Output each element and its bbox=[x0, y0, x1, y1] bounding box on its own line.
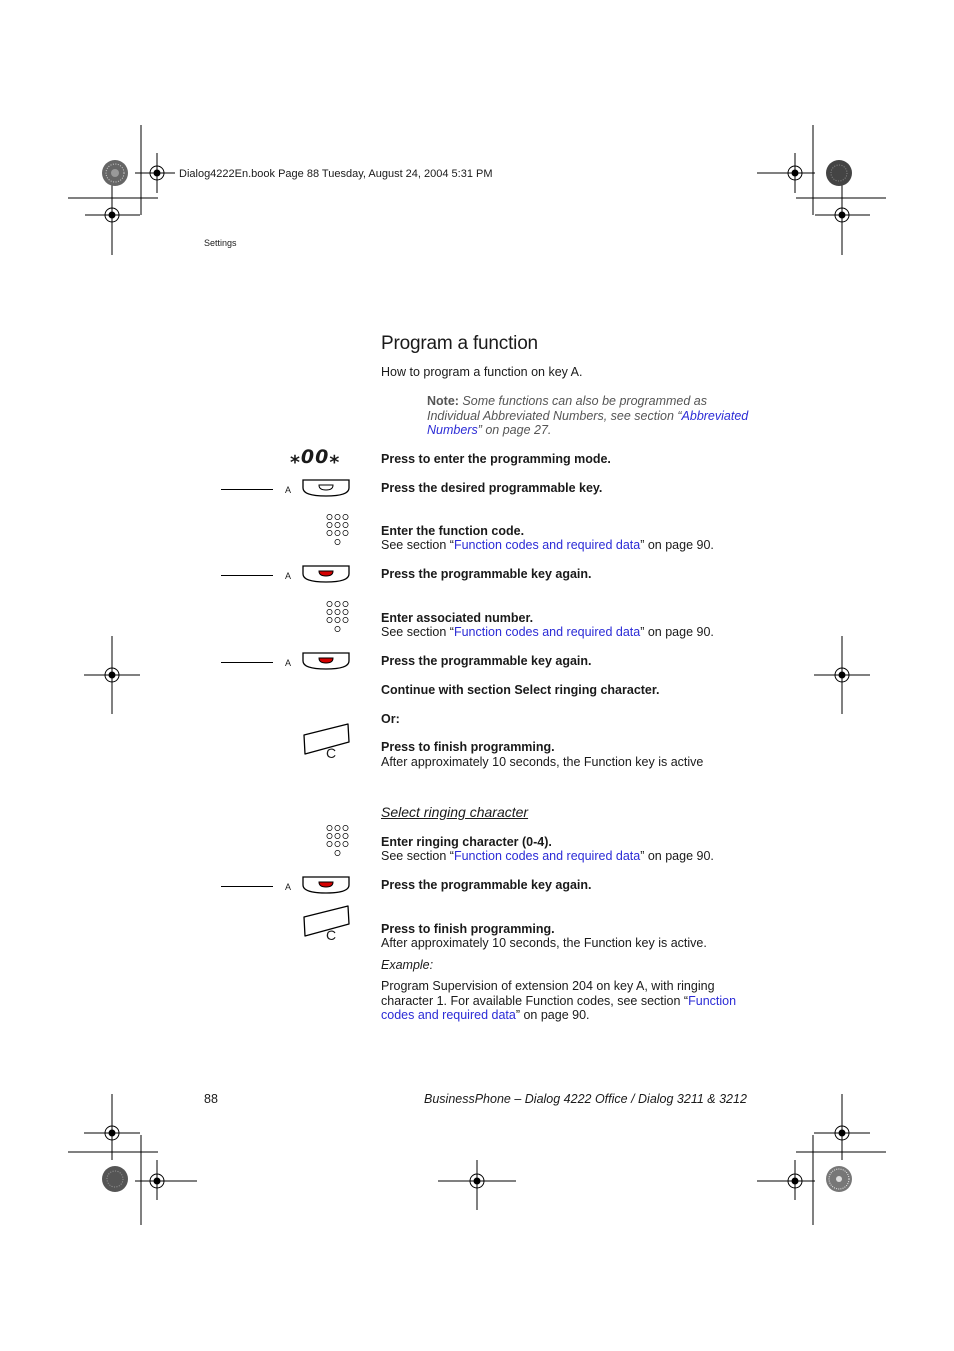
programmable-key-led-icon[interactable] bbox=[302, 652, 350, 670]
ref-pre: See section “ bbox=[381, 625, 454, 639]
page-title: Program a function bbox=[381, 333, 538, 354]
key-a-label: A bbox=[285, 571, 292, 581]
programmable-key-led-icon[interactable] bbox=[302, 565, 350, 583]
step-enter-ringing-character: Enter ringing character (0-4). bbox=[381, 835, 552, 849]
note-text-after: ” on page 27. bbox=[477, 423, 552, 438]
note-text: Some functions can also be programmed as Individual Abbreviated Numbers, see section “ bbox=[427, 394, 707, 423]
step-ringing-reference bbox=[381, 849, 714, 864]
rosette-bottom-left bbox=[102, 1166, 128, 1192]
code-star-00-star: ⁎00⁎ bbox=[290, 446, 341, 468]
ref-post: ” on page 90. bbox=[640, 849, 714, 863]
link-function-codes[interactable]: Function codes and required data bbox=[453, 625, 641, 639]
step-enter-function-code: Enter the function code. bbox=[381, 524, 525, 538]
rosette-top-right bbox=[826, 160, 852, 186]
link-function-codes[interactable]: Function codes and required data bbox=[453, 849, 641, 863]
step-press-key-again: Press the programmable key again. bbox=[381, 567, 592, 581]
step-press-key-again: Press the programmable key again. bbox=[381, 878, 592, 892]
key-a-marker-line bbox=[221, 662, 273, 663]
crop-mark-top-left bbox=[68, 125, 175, 255]
crop-mark-middle-right bbox=[814, 636, 870, 714]
programmable-key-led-icon[interactable] bbox=[302, 876, 350, 894]
keypad-icon bbox=[326, 513, 350, 549]
clear-key-label: C bbox=[326, 745, 337, 761]
example-text: character 1. For available Function codes, see section “ bbox=[381, 994, 689, 1008]
ref-post: ” on page 90. bbox=[640, 625, 714, 639]
step-associated-number-reference bbox=[381, 625, 714, 640]
note-label: Note: bbox=[427, 394, 459, 408]
key-a-marker-line bbox=[221, 886, 273, 887]
section-name: Settings bbox=[204, 238, 237, 248]
subheading-select-ringing: Select ringing character bbox=[381, 804, 529, 820]
step-enter-programming-mode: Press to enter the programming mode. bbox=[381, 452, 611, 466]
programmable-key-icon[interactable] bbox=[302, 479, 350, 497]
page-number: 88 bbox=[204, 1092, 218, 1106]
example-label: Example: bbox=[381, 958, 434, 972]
crop-mark-bottom-center bbox=[438, 1160, 516, 1210]
ref-post: ” on page 90. bbox=[640, 538, 714, 552]
crop-mark-bottom-left bbox=[68, 1094, 197, 1225]
rosette-top-left bbox=[102, 160, 128, 186]
step-function-code-reference bbox=[381, 538, 714, 553]
intro-text: How to program a function on key A. bbox=[381, 365, 583, 379]
crop-mark-middle-left bbox=[84, 636, 140, 714]
key-a-label: A bbox=[285, 658, 292, 668]
key-a-marker-line bbox=[221, 489, 273, 490]
key-a-marker-line bbox=[221, 575, 273, 576]
book-info-header: Dialog4222En.book Page 88 Tuesday, August 24, 2004 5:31 PM bbox=[179, 168, 493, 180]
step-finish-description: After approximately 10 seconds, the Function key is active bbox=[381, 755, 704, 769]
link-function-codes[interactable]: Function bbox=[688, 994, 737, 1008]
rosette-bottom-right bbox=[826, 1166, 852, 1192]
step-press-key-again: Press the programmable key again. bbox=[381, 654, 592, 668]
link-function-codes-continued[interactable]: codes and required data bbox=[381, 1008, 516, 1022]
step-finish-description: After approximately 10 seconds, the Function key is active. bbox=[381, 936, 707, 950]
step-press-finish-programming: Press to finish programming. bbox=[381, 922, 555, 936]
key-a-label: A bbox=[285, 485, 292, 495]
step-continue-select-ringing: Continue with section Select ringing character. bbox=[381, 683, 660, 697]
step-enter-associated-number: Enter associated number. bbox=[381, 611, 534, 625]
key-a-label: A bbox=[285, 882, 292, 892]
link-function-codes[interactable]: Function codes and required data bbox=[453, 538, 641, 552]
note-link-abbreviated-numbers[interactable]: Abbreviated Numbers bbox=[427, 408, 749, 438]
example-line-1: Program Supervision of extension 204 on key A, with ringing bbox=[381, 979, 715, 993]
note-block bbox=[427, 394, 757, 438]
keypad-icon bbox=[326, 824, 350, 860]
crop-mark-bottom-right bbox=[757, 1094, 886, 1225]
example-text: ” on page 90. bbox=[515, 1008, 590, 1022]
step-press-finish-programming: Press to finish programming. bbox=[381, 740, 555, 754]
example-line-2 bbox=[381, 994, 736, 1009]
example-line-3 bbox=[381, 1008, 590, 1023]
clear-key-label: C bbox=[326, 927, 337, 943]
crop-mark-top-right bbox=[757, 125, 886, 255]
step-or: Or: bbox=[381, 712, 400, 726]
keypad-icon bbox=[326, 600, 350, 636]
ref-pre: See section “ bbox=[381, 849, 454, 863]
step-press-programmable-key: Press the desired programmable key. bbox=[381, 481, 603, 495]
ref-pre: See section “ bbox=[381, 538, 454, 552]
footer-product-title: BusinessPhone – Dialog 4222 Office / Dialog 3211 & 3212 bbox=[424, 1092, 747, 1106]
